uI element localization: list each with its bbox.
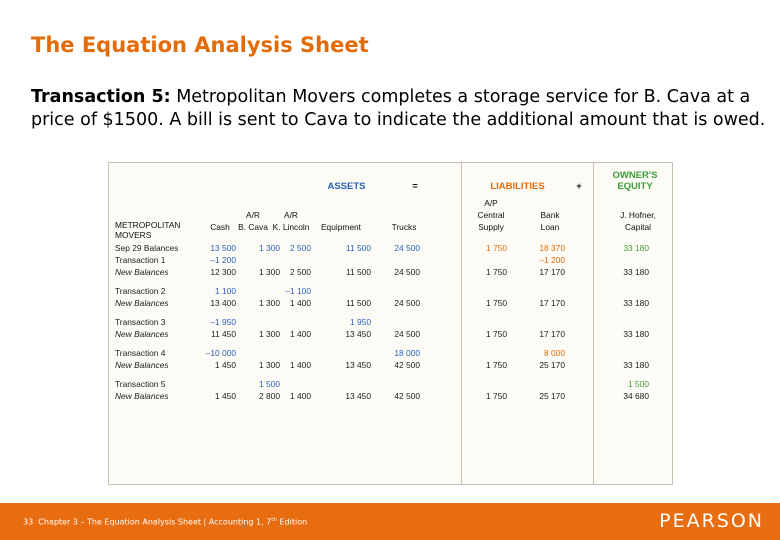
column-header: A/R [284,210,298,220]
balance-value: 33 180 [623,267,649,277]
balance-value: 1 300 [259,360,280,370]
balance-value: 12 300 [210,267,236,277]
company-name-line1: METROPOLITAN [115,220,181,230]
transaction-value: 18 370 [539,243,565,253]
balance-value: 11 500 [346,298,371,308]
balance-value: 42 500 [394,360,420,370]
pearson-logo: PEARSON [659,510,764,532]
equity-divider [593,163,594,484]
transaction-value: 24 500 [394,243,420,253]
transaction-value: 18 000 [394,348,420,358]
balance-value: 1 400 [290,391,311,401]
page-number: 33 [23,517,34,527]
balance-value: 24 500 [394,298,420,308]
transaction-value: 1 950 [350,317,371,327]
column-header: Bank [540,210,560,220]
transaction-value: 1 500 [259,379,280,389]
balance-value: 17 170 [539,267,565,277]
balance-value: 17 170 [539,298,565,308]
transaction-value: 1 100 [215,286,236,296]
balance-value: 1 400 [290,298,311,308]
balance-value: 1 750 [486,360,507,370]
balance-value: 1 450 [215,391,236,401]
balance-value: 1 750 [486,298,507,308]
row-label: Transaction 4 [115,348,166,358]
balance-value: 33 180 [623,298,649,308]
transaction-value: 1 500 [628,379,649,389]
transaction-value: 1 750 [486,243,507,253]
transaction-description [31,86,766,132]
equation-analysis-sheet [108,162,673,485]
column-header: B. Cava [238,222,268,232]
balance-value: 1 450 [215,360,236,370]
column-header: Equipment [320,222,362,232]
column-header: Capital [624,222,652,232]
slide-title: The Equation Analysis Sheet [31,33,369,57]
column-header: J. Hofner, [620,210,656,220]
balance-value: 13 400 [210,298,236,308]
row-label: Transaction 1 [115,255,166,265]
balance-value: 1 750 [486,267,507,277]
transaction-text: Metropolitan Movers completes a storage service for B. Cava at a price of $1500. A bill is sent to Cava to indicate the additional amount that is owed. [31,87,766,130]
row-label: New Balances [115,391,169,401]
column-header: Cash [210,222,230,232]
balance-value: 17 170 [539,329,565,339]
balance-value: 24 500 [394,329,420,339]
column-header: Loan [540,222,560,232]
column-header: A/P [484,198,498,208]
balance-value: 33 180 [623,329,649,339]
row-label: Sep 29 Balances [115,243,179,253]
plus-sign: + [576,181,582,192]
balance-value: 1 300 [259,267,280,277]
row-label: Transaction 3 [115,317,166,327]
balance-value: 24 500 [394,267,420,277]
footer-bar [0,503,780,540]
balance-value: 13 450 [345,329,371,339]
column-header: K. Lincoln [272,222,310,232]
transaction-value: –1 200 [210,255,236,265]
balance-value: 42 500 [394,391,420,401]
assets-header: ASSETS [327,181,366,192]
transaction-value: 8 000 [544,348,565,358]
transaction-value: –1 100 [285,286,311,296]
balance-value: 1 300 [259,329,280,339]
balance-value: 1 750 [486,391,507,401]
column-header: Supply [478,222,504,232]
edition-superscript: th [271,517,277,523]
edition-suffix: Edition [276,517,308,527]
row-label: New Balances [115,298,169,308]
owners-equity-header-line1: OWNER'S [612,170,658,181]
balance-value: 1 400 [290,360,311,370]
balance-value: 2 500 [290,267,311,277]
balance-value: 1 750 [486,329,507,339]
row-label: New Balances [115,329,169,339]
transaction-value: 33 180 [623,243,649,253]
footer-caption [23,517,307,527]
transaction-value: –1 200 [539,255,565,265]
balance-value: 11 450 [211,329,236,339]
row-label: Transaction 2 [115,286,166,296]
owners-equity-header-line2: EQUITY [617,181,653,192]
balance-value: 34 680 [623,391,649,401]
row-label: New Balances [115,360,169,370]
transaction-value: 11 500 [346,243,371,253]
transaction-value: 13 500 [210,243,236,253]
balance-value: 25 170 [539,360,565,370]
balance-value: 2 800 [259,391,280,401]
row-label: Transaction 5 [115,379,166,389]
balance-value: 1 300 [259,298,280,308]
balance-value: 1 400 [290,329,311,339]
balance-value: 11 500 [346,267,371,277]
balance-value: 33 180 [623,360,649,370]
transaction-value: –1 950 [210,317,236,327]
column-header: A/R [246,210,260,220]
balance-value: 13 450 [345,360,371,370]
balance-value: 13 450 [345,391,371,401]
balance-value: 25 170 [539,391,565,401]
equals-sign: = [412,181,418,192]
column-header: Trucks [391,222,417,232]
liabilities-header: LIABILITIES [490,181,545,192]
transaction-label: Transaction 5: [31,87,171,107]
transaction-value: –10 000 [205,348,236,358]
chapter-text: Chapter 3 – The Equation Analysis Sheet | Accounting 1, 7 [38,517,272,527]
transaction-value: 2 500 [290,243,311,253]
row-label: New Balances [115,267,169,277]
column-header: Central [477,210,505,220]
transaction-value: 1 300 [259,243,280,253]
company-name-line2: MOVERS [115,230,152,240]
